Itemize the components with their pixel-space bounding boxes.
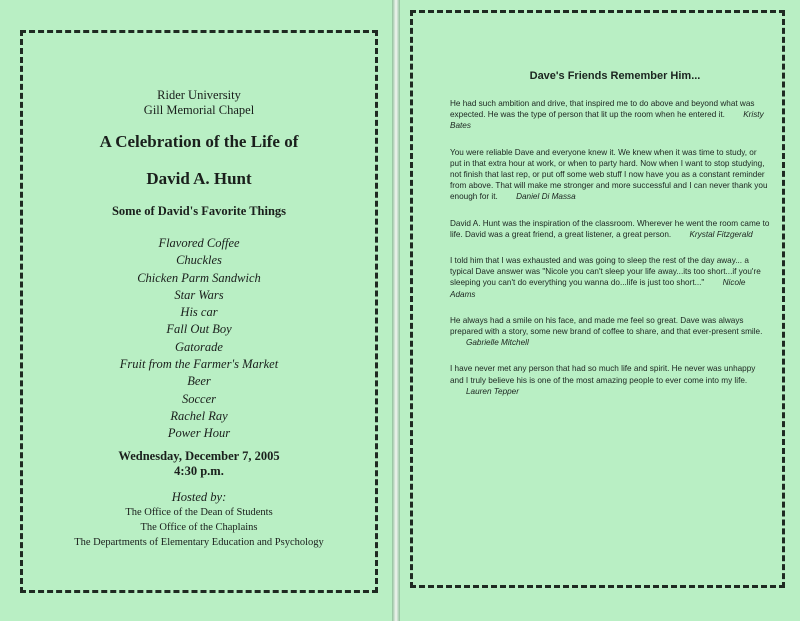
favorite-item: Soccer [181, 391, 216, 406]
remembrance-author: Krystal Fitzgerald [689, 229, 753, 239]
favorite-item: Gatorade [175, 339, 223, 354]
host-item: The Departments of Elementary Education and Psychology [74, 536, 324, 548]
favorite-item: Power Hour [167, 426, 231, 441]
page-fold-gutter [392, 0, 400, 621]
favorite-item: Beer [187, 374, 211, 389]
favorite-item: Fall Out Boy [166, 322, 232, 337]
remembrance-entry [450, 363, 770, 397]
favorite-item: His car [180, 305, 218, 320]
remembrance-entry [450, 147, 770, 203]
chapel-name: Gill Memorial Chapel [143, 103, 255, 117]
favorites-list [20, 235, 378, 443]
remembrance-entry [450, 255, 770, 300]
program-cover-content [20, 88, 378, 550]
remembrance-entry [450, 315, 770, 349]
remembrance-author: Gabrielle Mitchell [466, 338, 529, 348]
remembrance-author: Daniel Di Massa [516, 192, 576, 202]
institution-name: Rider University [157, 88, 241, 102]
remembrance-author: Nicole Adams [450, 278, 746, 299]
remembrance-author: Kristy Bates [450, 110, 764, 131]
program-right-page [400, 0, 800, 621]
remembrance-author: Lauren Tepper [466, 386, 519, 396]
remembrance-entry [450, 98, 770, 132]
event-time: 4:30 p.m. [174, 463, 224, 478]
remembrance-text: He always had a smile on his face, and made me feel so great. Dave was always prepared with a story, some new brand of coffee to share, and that ever-present smile. [450, 315, 763, 337]
hosts-list [20, 505, 378, 550]
favorite-item: Star Wars [174, 287, 224, 302]
favorite-item: Fruit from the Farmer's Market [119, 357, 279, 372]
remembrances-heading: Dave's Friends Remember Him... [529, 70, 701, 82]
remembrance-text: I told him that I was exhausted and was going to sleep the rest of the day away... a typical Dave answer was "Nicole you can't sleep your life away...its too short...if you're sleeping you can't do everything you wanna do...life is just too short..." [450, 256, 761, 288]
host-item: The Office of the Chaplains [140, 521, 258, 533]
favorite-item: Chicken Parm Sandwich [137, 270, 261, 285]
remembrance-entry [450, 218, 770, 240]
remembrance-text: He had such ambition and drive, that inspired me to do above and beyond what was expected. He was the type of person that lit up the room when he entered it. [450, 99, 755, 120]
event-date: Wednesday, December 7, 2005 [118, 448, 280, 463]
remembrance-text: You were reliable Dave and everyone knew it. We knew when it was time to study, or put in that extra hour at work, or when to party hard. Now when I want to stop studying, not finish that last rep, or put off some web stuff I now have you as a constant reminder from above. That will make me stronger and more successful and I can never thank you enough for it. [450, 147, 768, 202]
favorite-item: Rachel Ray [170, 408, 228, 423]
hosted-by-label: Hosted by: [171, 489, 227, 504]
honoree-name: David A. Hunt [146, 169, 252, 188]
favorites-heading: Some of David's Favorite Things [111, 204, 287, 218]
program-title: A Celebration of the Life of [99, 132, 299, 151]
program-left-page [0, 0, 392, 621]
host-item: The Office of the Dean of Students [125, 506, 273, 518]
remembrance-text: David A. Hunt was the inspiration of the classroom. Wherever he went the room came to life. David was a great friend, a great listener, a great person. [450, 218, 770, 239]
favorite-item: Chuckles [176, 253, 222, 268]
favorite-item: Flavored Coffee [158, 236, 240, 250]
remembrances-section [450, 70, 770, 412]
remembrance-text: I have never met any person that had so much life and spirit. He never was unhappy and I truly believe his is one of the most amazing people to ever come into my life. [450, 364, 756, 385]
